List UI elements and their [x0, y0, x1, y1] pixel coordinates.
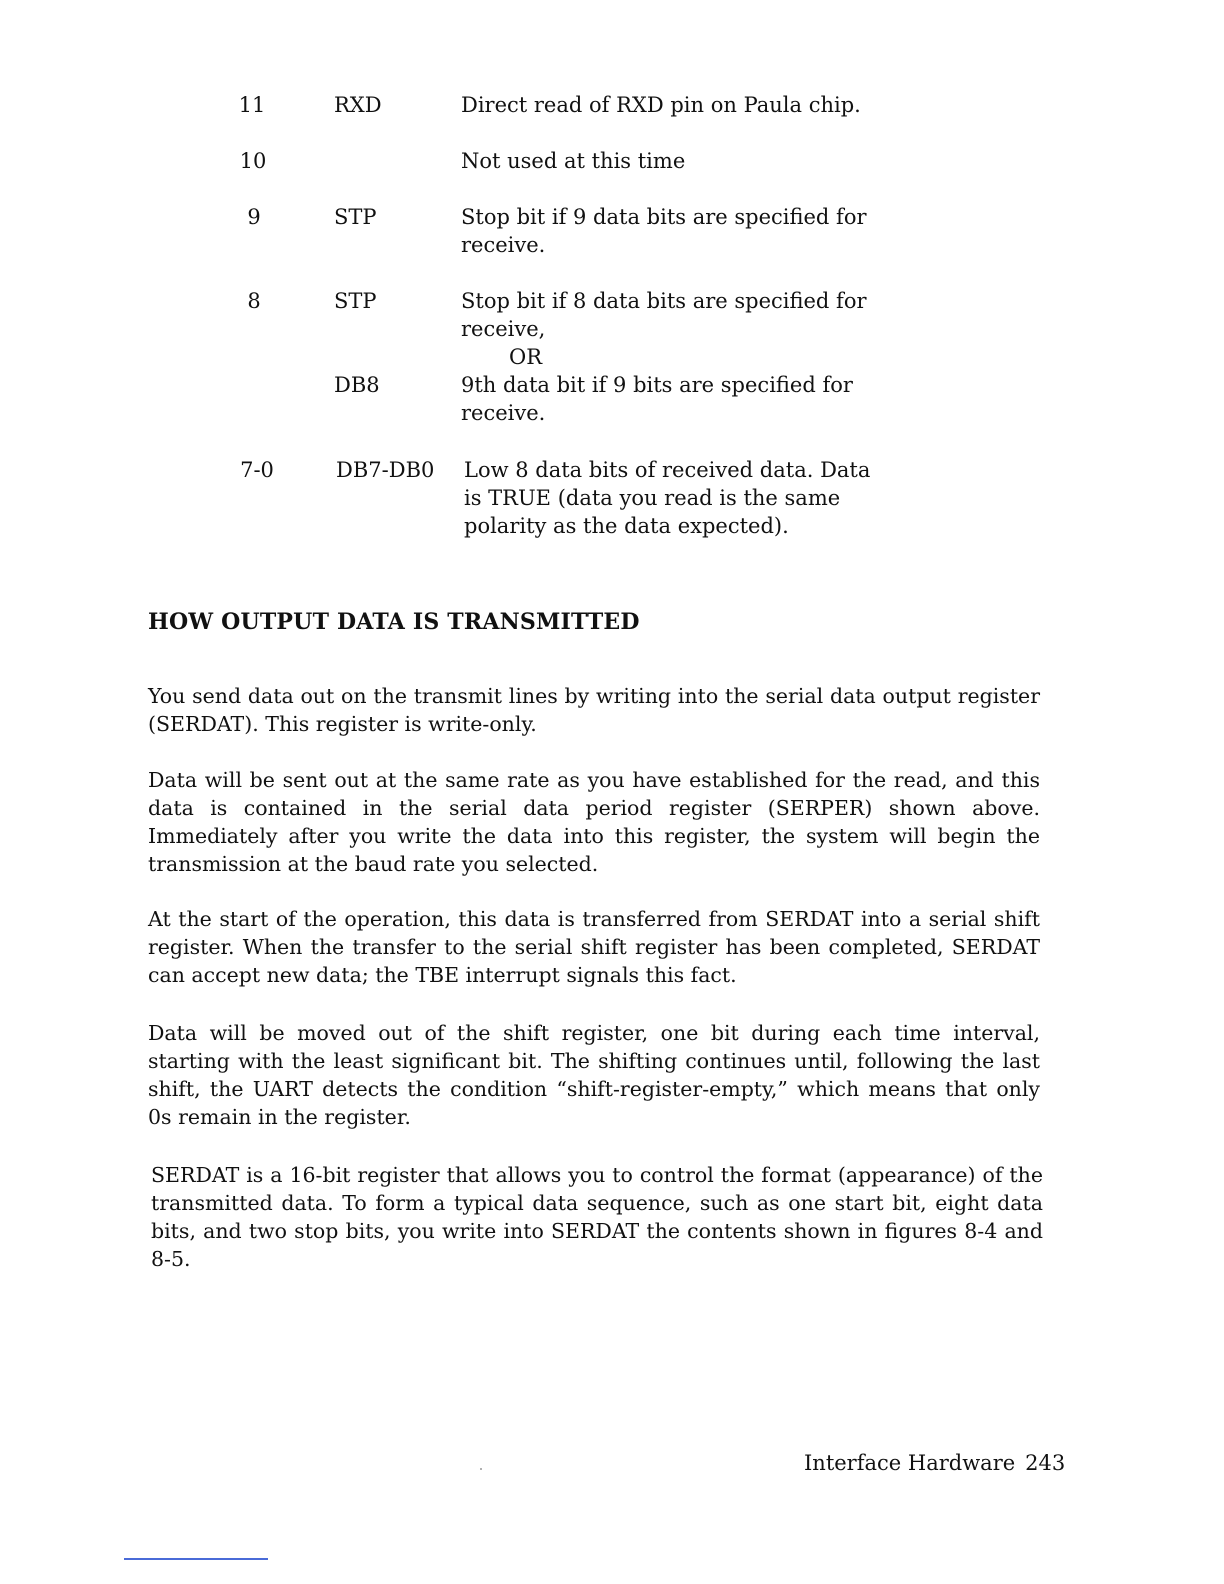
register-field-name: RXD [334, 93, 382, 117]
body-paragraph: At the start of the operation, this data is transferred from SERDAT into a serial shift register. When the transfer to the serial shift register has been completed, SERDAT can accept new data; the TBE interrupt signals this fact. [148, 907, 1040, 987]
field-description [461, 287, 891, 343]
description-line: receive. [461, 233, 546, 257]
register-field-name: DB7-DB0 [336, 458, 435, 482]
bit-number: 10 [239, 149, 267, 173]
description-line: Stop bit if 9 data bits are specified for [461, 205, 867, 229]
field-description [461, 371, 891, 427]
field-description [461, 91, 891, 119]
bit-number: 7-0 [240, 458, 274, 482]
blue-rule-line [124, 1558, 268, 1560]
section-heading: HOW OUTPUT DATA IS TRANSMITTED [148, 609, 640, 635]
scan-speck [480, 1468, 482, 1470]
register-field-name: STP [334, 289, 377, 313]
or-wrapper [461, 343, 891, 371]
footer-title: Interface Hardware [804, 1451, 1016, 1475]
register-field-name: STP [334, 205, 377, 229]
description-line: Not used at this time [461, 149, 686, 173]
description-line: polarity as the data expected). [464, 514, 789, 538]
body-paragraph: Data will be sent out at the same rate as you have established for the read, and this data is contained in the serial data period register (SERPER) shown above. Immediately after you write the data into this register, the system will begin the transmission at the baud rate you selected. [148, 768, 1040, 876]
description-line: 9th data bit if 9 bits are specified for [461, 373, 853, 397]
or-separator: OR [509, 345, 543, 369]
description-line: receive, [461, 317, 546, 341]
field-description [461, 203, 891, 259]
description-line: Direct read of RXD pin on Paula chip. [461, 93, 861, 117]
body-paragraph: Data will be moved out of the shift register, one bit during each time interval, starting with the least significant bit. The shifting continues until, following the last shift, the UART detects the condition “shift-register-empty,” which means that only 0s remain in the register. [148, 1021, 1040, 1129]
bit-number: 8 [247, 289, 261, 313]
page-footer [804, 1449, 1065, 1477]
bit-number: 9 [247, 205, 261, 229]
body-paragraph: You send data out on the transmit lines by writing into the serial data output register (SERDAT). This register is write-only. [148, 684, 1040, 736]
field-description [461, 147, 891, 175]
description-line: Stop bit if 8 data bits are specified for [461, 289, 867, 313]
bit-number: 11 [238, 93, 266, 117]
body-paragraph: SERDAT is a 16-bit register that allows you to control the format (appearance) of the transmitted data. To form a typical data sequence, such as one start bit, eight data bits, and two stop bits, you write into SERDAT the contents shown in figures 8-4 and 8-5. [151, 1163, 1043, 1271]
page-number: 243 [1025, 1451, 1066, 1475]
description-line: is TRUE (data you read is the same [464, 486, 841, 510]
description-line: Low 8 data bits of received data. Data [464, 458, 871, 482]
field-description [464, 456, 894, 540]
register-field-name: DB8 [334, 373, 380, 397]
description-line: receive. [461, 401, 546, 425]
